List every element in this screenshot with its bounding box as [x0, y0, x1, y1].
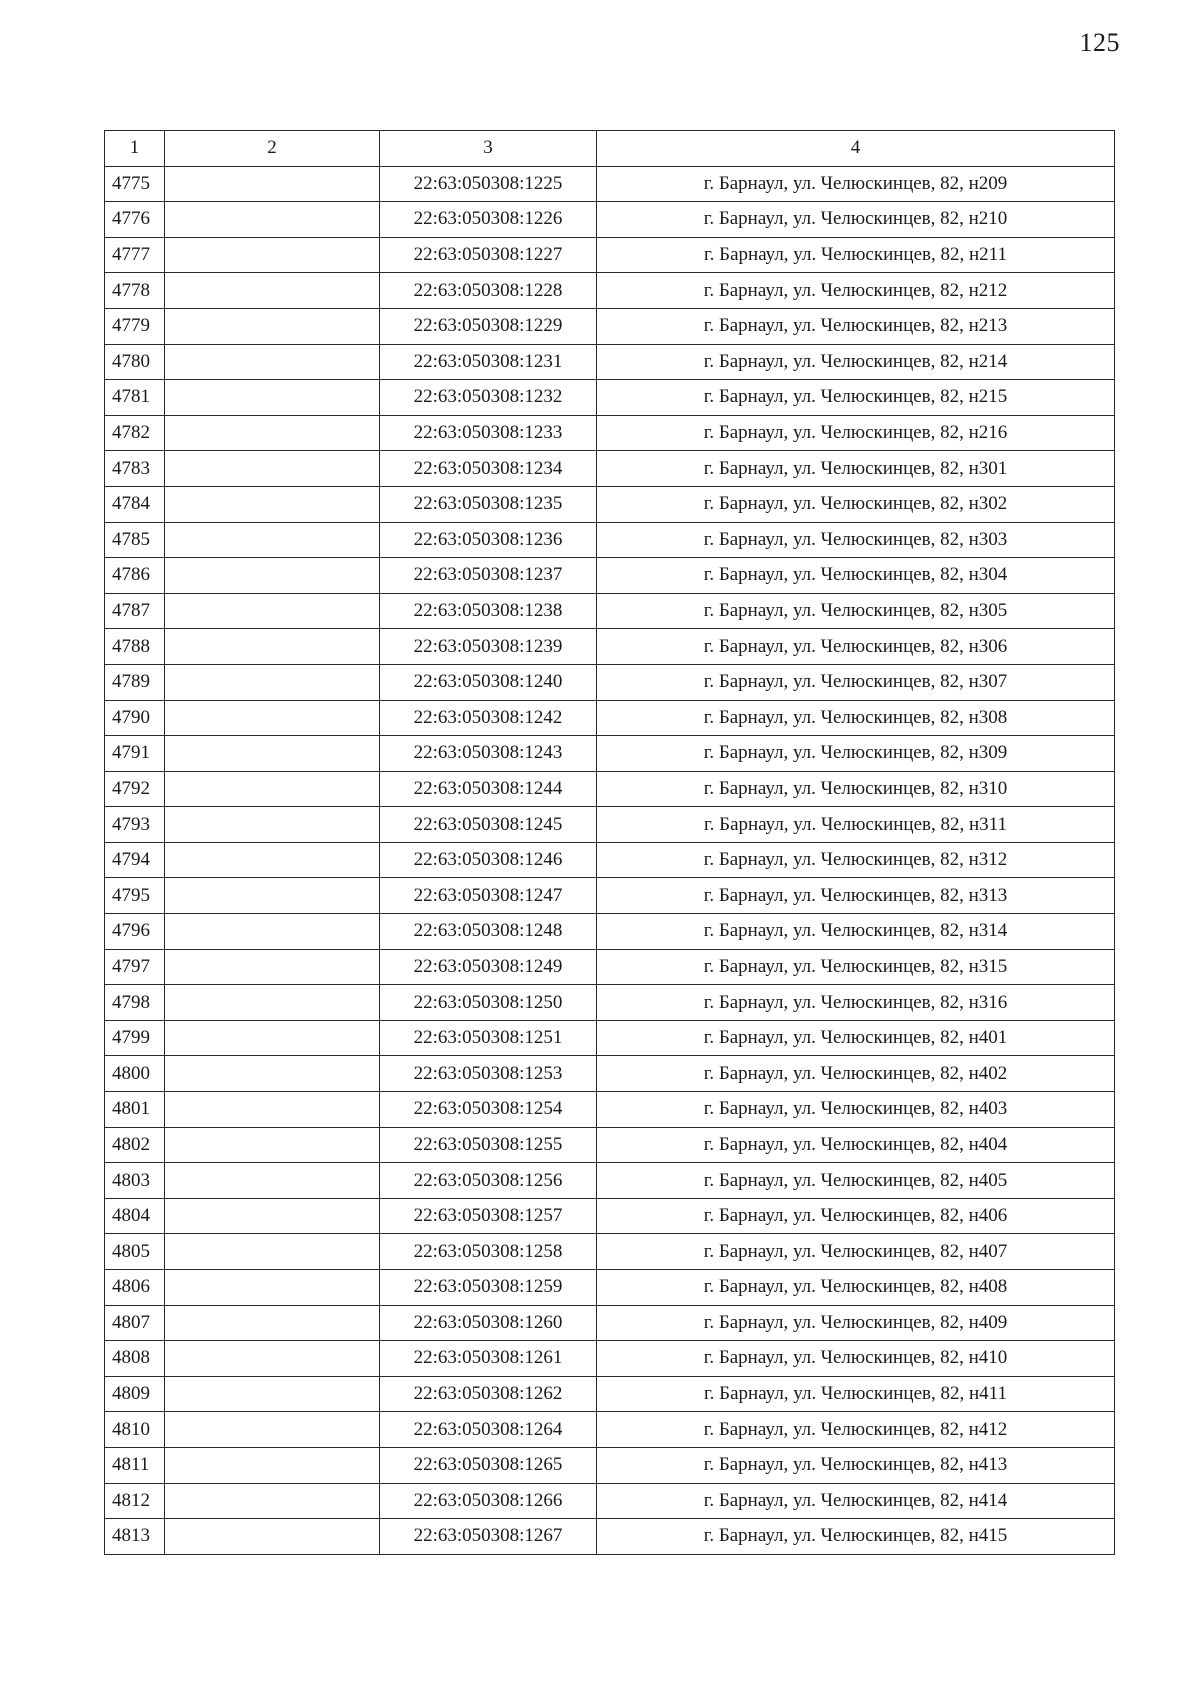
address-cell: г. Барнаул, ул. Челюскинцев, 82, н411 [597, 1376, 1115, 1412]
address-cell: г. Барнаул, ул. Челюскинцев, 82, н303 [597, 522, 1115, 558]
row-col2-cell [165, 842, 380, 878]
row-number-cell: 4798 [105, 985, 165, 1021]
row-col2-cell [165, 558, 380, 594]
table-row [105, 1163, 1115, 1199]
table-row [105, 1376, 1115, 1412]
row-number-cell: 4802 [105, 1127, 165, 1163]
table-row [105, 380, 1115, 416]
row-col2-cell [165, 1270, 380, 1306]
cadastral-number-cell: 22:63:050308:1229 [380, 308, 597, 344]
row-col2-cell [165, 344, 380, 380]
header-col-1: 1 [105, 131, 165, 167]
table-row [105, 1270, 1115, 1306]
address-cell: г. Барнаул, ул. Челюскинцев, 82, н314 [597, 914, 1115, 950]
table-row [105, 1447, 1115, 1483]
table-row [105, 415, 1115, 451]
address-cell: г. Барнаул, ул. Челюскинцев, 82, н311 [597, 807, 1115, 843]
row-number-cell: 4812 [105, 1483, 165, 1519]
cadastral-number-cell: 22:63:050308:1226 [380, 202, 597, 238]
header-col-2: 2 [165, 131, 380, 167]
row-col2-cell [165, 1127, 380, 1163]
row-number-cell: 4801 [105, 1092, 165, 1128]
cadastral-number-cell: 22:63:050308:1236 [380, 522, 597, 558]
cadastral-number-cell: 22:63:050308:1246 [380, 842, 597, 878]
row-col2-cell [165, 1092, 380, 1128]
row-number-cell: 4813 [105, 1519, 165, 1555]
row-col2-cell [165, 771, 380, 807]
cadastral-number-cell: 22:63:050308:1267 [380, 1519, 597, 1555]
row-col2-cell [165, 415, 380, 451]
row-number-cell: 4793 [105, 807, 165, 843]
table-row [105, 1234, 1115, 1270]
row-col2-cell [165, 380, 380, 416]
table-row [105, 1483, 1115, 1519]
cadastral-number-cell: 22:63:050308:1266 [380, 1483, 597, 1519]
header-col-4: 4 [597, 131, 1115, 167]
address-cell: г. Барнаул, ул. Челюскинцев, 82, н402 [597, 1056, 1115, 1092]
table-row [105, 1341, 1115, 1377]
cadastral-number-cell: 22:63:050308:1231 [380, 344, 597, 380]
address-cell: г. Барнаул, ул. Челюскинцев, 82, н316 [597, 985, 1115, 1021]
address-cell: г. Барнаул, ул. Челюскинцев, 82, н412 [597, 1412, 1115, 1448]
row-number-cell: 4782 [105, 415, 165, 451]
table-row [105, 166, 1115, 202]
table-row [105, 1092, 1115, 1128]
registry-table-container [104, 130, 1115, 1555]
table-body [105, 166, 1115, 1554]
row-col2-cell [165, 308, 380, 344]
address-cell: г. Барнаул, ул. Челюскинцев, 82, н302 [597, 486, 1115, 522]
table-row [105, 1519, 1115, 1555]
cadastral-number-cell: 22:63:050308:1242 [380, 700, 597, 736]
cadastral-number-cell: 22:63:050308:1234 [380, 451, 597, 487]
row-number-cell: 4792 [105, 771, 165, 807]
row-number-cell: 4788 [105, 629, 165, 665]
address-cell: г. Барнаул, ул. Челюскинцев, 82, н305 [597, 593, 1115, 629]
row-col2-cell [165, 593, 380, 629]
address-cell: г. Барнаул, ул. Челюскинцев, 82, н410 [597, 1341, 1115, 1377]
address-cell: г. Барнаул, ул. Челюскинцев, 82, н313 [597, 878, 1115, 914]
table-row [105, 842, 1115, 878]
row-col2-cell [165, 664, 380, 700]
row-number-cell: 4787 [105, 593, 165, 629]
cadastral-number-cell: 22:63:050308:1248 [380, 914, 597, 950]
row-number-cell: 4807 [105, 1305, 165, 1341]
row-number-cell: 4810 [105, 1412, 165, 1448]
row-col2-cell [165, 237, 380, 273]
row-number-cell: 4786 [105, 558, 165, 594]
table-row [105, 807, 1115, 843]
row-number-cell: 4780 [105, 344, 165, 380]
table-header [105, 131, 1115, 167]
cadastral-number-cell: 22:63:050308:1238 [380, 593, 597, 629]
row-col2-cell [165, 166, 380, 202]
address-cell: г. Барнаул, ул. Челюскинцев, 82, н408 [597, 1270, 1115, 1306]
cadastral-number-cell: 22:63:050308:1257 [380, 1198, 597, 1234]
cadastral-number-cell: 22:63:050308:1245 [380, 807, 597, 843]
address-cell: г. Барнаул, ул. Челюскинцев, 82, н315 [597, 949, 1115, 985]
cadastral-number-cell: 22:63:050308:1250 [380, 985, 597, 1021]
row-number-cell: 4777 [105, 237, 165, 273]
row-number-cell: 4809 [105, 1376, 165, 1412]
row-number-cell: 4808 [105, 1341, 165, 1377]
table-row [105, 1056, 1115, 1092]
header-row [105, 131, 1115, 167]
table-row [105, 522, 1115, 558]
row-col2-cell [165, 451, 380, 487]
address-cell: г. Барнаул, ул. Челюскинцев, 82, н310 [597, 771, 1115, 807]
cadastral-number-cell: 22:63:050308:1255 [380, 1127, 597, 1163]
cadastral-number-cell: 22:63:050308:1249 [380, 949, 597, 985]
table-row [105, 593, 1115, 629]
table-row [105, 914, 1115, 950]
address-cell: г. Барнаул, ул. Челюскинцев, 82, н307 [597, 664, 1115, 700]
address-cell: г. Барнаул, ул. Челюскинцев, 82, н406 [597, 1198, 1115, 1234]
row-number-cell: 4800 [105, 1056, 165, 1092]
row-number-cell: 4775 [105, 166, 165, 202]
row-col2-cell [165, 1447, 380, 1483]
table-row [105, 771, 1115, 807]
table-row [105, 1305, 1115, 1341]
header-col-3: 3 [380, 131, 597, 167]
table-row [105, 736, 1115, 772]
cadastral-number-cell: 22:63:050308:1232 [380, 380, 597, 416]
row-number-cell: 4791 [105, 736, 165, 772]
cadastral-number-cell: 22:63:050308:1239 [380, 629, 597, 665]
row-number-cell: 4776 [105, 202, 165, 238]
address-cell: г. Барнаул, ул. Челюскинцев, 82, н308 [597, 700, 1115, 736]
address-cell: г. Барнаул, ул. Челюскинцев, 82, н404 [597, 1127, 1115, 1163]
table-row [105, 273, 1115, 309]
cadastral-number-cell: 22:63:050308:1251 [380, 1020, 597, 1056]
row-col2-cell [165, 1020, 380, 1056]
cadastral-number-cell: 22:63:050308:1240 [380, 664, 597, 700]
address-cell: г. Барнаул, ул. Челюскинцев, 82, н210 [597, 202, 1115, 238]
row-col2-cell [165, 985, 380, 1021]
cadastral-number-cell: 22:63:050308:1227 [380, 237, 597, 273]
table-row [105, 1020, 1115, 1056]
cadastral-number-cell: 22:63:050308:1225 [380, 166, 597, 202]
row-col2-cell [165, 202, 380, 238]
address-cell: г. Барнаул, ул. Челюскинцев, 82, н304 [597, 558, 1115, 594]
row-col2-cell [165, 1305, 380, 1341]
table-row [105, 308, 1115, 344]
address-cell: г. Барнаул, ул. Челюскинцев, 82, н409 [597, 1305, 1115, 1341]
row-number-cell: 4781 [105, 380, 165, 416]
cadastral-number-cell: 22:63:050308:1256 [380, 1163, 597, 1199]
row-col2-cell [165, 273, 380, 309]
row-number-cell: 4799 [105, 1020, 165, 1056]
address-cell: г. Барнаул, ул. Челюскинцев, 82, н213 [597, 308, 1115, 344]
cadastral-number-cell: 22:63:050308:1262 [380, 1376, 597, 1412]
row-col2-cell [165, 1234, 380, 1270]
table-row [105, 1412, 1115, 1448]
row-col2-cell [165, 629, 380, 665]
address-cell: г. Барнаул, ул. Челюскинцев, 82, н312 [597, 842, 1115, 878]
row-number-cell: 4804 [105, 1198, 165, 1234]
table-row [105, 1198, 1115, 1234]
row-col2-cell [165, 736, 380, 772]
row-number-cell: 4778 [105, 273, 165, 309]
address-cell: г. Барнаул, ул. Челюскинцев, 82, н301 [597, 451, 1115, 487]
row-col2-cell [165, 807, 380, 843]
cadastral-number-cell: 22:63:050308:1235 [380, 486, 597, 522]
address-cell: г. Барнаул, ул. Челюскинцев, 82, н413 [597, 1447, 1115, 1483]
row-number-cell: 4805 [105, 1234, 165, 1270]
cadastral-number-cell: 22:63:050308:1237 [380, 558, 597, 594]
row-number-cell: 4789 [105, 664, 165, 700]
address-cell: г. Барнаул, ул. Челюскинцев, 82, н209 [597, 166, 1115, 202]
address-cell: г. Барнаул, ул. Челюскинцев, 82, н407 [597, 1234, 1115, 1270]
row-number-cell: 4785 [105, 522, 165, 558]
row-col2-cell [165, 1483, 380, 1519]
row-col2-cell [165, 1519, 380, 1555]
row-number-cell: 4806 [105, 1270, 165, 1306]
address-cell: г. Барнаул, ул. Челюскинцев, 82, н403 [597, 1092, 1115, 1128]
row-number-cell: 4784 [105, 486, 165, 522]
cadastral-number-cell: 22:63:050308:1261 [380, 1341, 597, 1377]
row-col2-cell [165, 522, 380, 558]
row-number-cell: 4795 [105, 878, 165, 914]
row-number-cell: 4794 [105, 842, 165, 878]
row-col2-cell [165, 486, 380, 522]
table-row [105, 700, 1115, 736]
cadastral-number-cell: 22:63:050308:1228 [380, 273, 597, 309]
row-col2-cell [165, 1412, 380, 1448]
table-row [105, 949, 1115, 985]
row-number-cell: 4803 [105, 1163, 165, 1199]
address-cell: г. Барнаул, ул. Челюскинцев, 82, н216 [597, 415, 1115, 451]
row-col2-cell [165, 1376, 380, 1412]
row-col2-cell [165, 878, 380, 914]
cadastral-number-cell: 22:63:050308:1265 [380, 1447, 597, 1483]
cadastral-number-cell: 22:63:050308:1260 [380, 1305, 597, 1341]
address-cell: г. Барнаул, ул. Челюскинцев, 82, н212 [597, 273, 1115, 309]
cadastral-number-cell: 22:63:050308:1253 [380, 1056, 597, 1092]
row-col2-cell [165, 914, 380, 950]
address-cell: г. Барнаул, ул. Челюскинцев, 82, н215 [597, 380, 1115, 416]
address-cell: г. Барнаул, ул. Челюскинцев, 82, н306 [597, 629, 1115, 665]
table-row [105, 486, 1115, 522]
table-row [105, 629, 1115, 665]
cadastral-number-cell: 22:63:050308:1233 [380, 415, 597, 451]
address-cell: г. Барнаул, ул. Челюскинцев, 82, н309 [597, 736, 1115, 772]
address-cell: г. Барнаул, ул. Челюскинцев, 82, н414 [597, 1483, 1115, 1519]
table-row [105, 237, 1115, 273]
row-number-cell: 4796 [105, 914, 165, 950]
table-row [105, 878, 1115, 914]
row-col2-cell [165, 949, 380, 985]
table-row [105, 1127, 1115, 1163]
cadastral-number-cell: 22:63:050308:1258 [380, 1234, 597, 1270]
row-number-cell: 4779 [105, 308, 165, 344]
cadastral-number-cell: 22:63:050308:1254 [380, 1092, 597, 1128]
cadastral-number-cell: 22:63:050308:1243 [380, 736, 597, 772]
cadastral-number-cell: 22:63:050308:1244 [380, 771, 597, 807]
row-number-cell: 4797 [105, 949, 165, 985]
row-col2-cell [165, 1198, 380, 1234]
cadastral-number-cell: 22:63:050308:1247 [380, 878, 597, 914]
address-cell: г. Барнаул, ул. Челюскинцев, 82, н405 [597, 1163, 1115, 1199]
page-number: 125 [1079, 28, 1120, 57]
table-row [105, 558, 1115, 594]
table-row [105, 202, 1115, 238]
registry-table [104, 130, 1115, 1555]
address-cell: г. Барнаул, ул. Челюскинцев, 82, н415 [597, 1519, 1115, 1555]
row-col2-cell [165, 1341, 380, 1377]
table-row [105, 664, 1115, 700]
address-cell: г. Барнаул, ул. Челюскинцев, 82, н214 [597, 344, 1115, 380]
row-number-cell: 4811 [105, 1447, 165, 1483]
row-number-cell: 4783 [105, 451, 165, 487]
row-col2-cell [165, 1056, 380, 1092]
row-number-cell: 4790 [105, 700, 165, 736]
table-row [105, 451, 1115, 487]
cadastral-number-cell: 22:63:050308:1264 [380, 1412, 597, 1448]
table-row [105, 985, 1115, 1021]
row-col2-cell [165, 1163, 380, 1199]
cadastral-number-cell: 22:63:050308:1259 [380, 1270, 597, 1306]
address-cell: г. Барнаул, ул. Челюскинцев, 82, н401 [597, 1020, 1115, 1056]
table-row [105, 344, 1115, 380]
address-cell: г. Барнаул, ул. Челюскинцев, 82, н211 [597, 237, 1115, 273]
row-col2-cell [165, 700, 380, 736]
